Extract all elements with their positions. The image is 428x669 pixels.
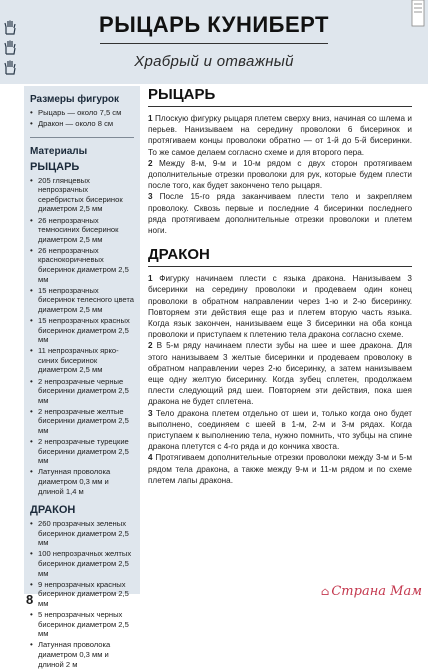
list-item: • Дракон — около 8 см — [30, 119, 134, 129]
page-subtitle: Храбрый и отважный — [134, 53, 294, 70]
knight-materials-heading: РЫЦАРЬ — [30, 160, 80, 173]
list-item: • 205 глянцевых непрозрачных серебристых бисеринок диаметром 2,5 мм — [30, 176, 134, 214]
list-item: • Латунная проволока диаметром 0,3 мм и длиной 1,4 м — [30, 467, 134, 496]
list-item: • Рыцарь — около 7,5 см — [30, 108, 134, 118]
title-divider — [100, 43, 328, 44]
list-item: • 2 непрозрачные турецкие бисеринки диаметром 2,5 мм — [30, 437, 134, 466]
list-item: • 26 непрозрачных темносиних бисеринок диаметром 2,5 мм — [30, 216, 134, 245]
step-number: 2 — [148, 158, 153, 168]
step-text: В 5-м ряду начинаем плести зубы на шее и шее дракона. Для этого нанизываем 3 желтые бисеринки и продеваем проволоку в обратном направлении через 2-ю бисеринку, а затем нанизываем еще одну желтую бисеринку. Когда зубец сплетен, продолжаем плести следующий ряд шеи. Повторяем эти действия, пока шея дракона не будет сплетена. — [148, 341, 412, 407]
materials-heading: Материалы — [30, 145, 88, 157]
section-divider — [148, 266, 412, 267]
list-item: • 260 прозрачных зеленых бисеринок диаметром 2,5 мм — [30, 519, 134, 548]
dragon-step — [148, 273, 412, 340]
watermark-hat-icon: ⌂ — [320, 585, 330, 598]
sizes-heading: Размеры фигурок — [30, 94, 120, 105]
list-item: • 5 непрозрачных черных бисеринок диаметром 2,5 мм — [30, 610, 134, 639]
watermark — [321, 584, 422, 599]
materials-sidebar — [24, 86, 140, 669]
dragon-step — [148, 340, 412, 407]
step-number: 1 — [148, 274, 153, 284]
step-text: Плоскую фигурку рыцаря плетем сверху вниз, начиная со шлема и перьев. Нанизываем на середину проволоки 6 бисеринок и протягиваем концы проволоки обратно — от 1-й до 5-й бисеринки. То же самое делаем согласно схеме и для второго пера. — [148, 114, 412, 157]
list-item: • Латунная проволока диаметром 0,3 мм и длиной 2 м — [30, 640, 134, 669]
step-text: Между 8-м, 9-м и 10-м рядом с двух сторон протягиваем дополнительные отрезки проволоки для рук, которые будем плести после того, как будет закончено тело рыцаря. — [148, 158, 412, 191]
header-band — [0, 0, 428, 84]
list-item: • 26 непрозрачных краснокоричневых бисеринок диаметром 2,5 мм — [30, 246, 134, 284]
list-item: • 2 непрозрачные желтые бисеринки диаметром 2,5 мм — [30, 407, 134, 436]
sidebar-divider — [30, 137, 134, 138]
instructions-column — [148, 86, 412, 486]
step-text: Тело дракона плетем отдельно от шеи и, только когда оно будет выполнено, соединяем с шеей в 1-м, 2-м и 3-м рядах. Когда приступаем к выполнению тела, нужно помнить, что зубцы на спине дракона плетутся с 4-го ряда и до кончика хвоста. — [148, 408, 412, 452]
step-text: Фигурку начинаем плести с языка дракона. Нанизываем 3 бисеринки на середину проволоки и продеваем один конец проволоки в обратном направлении через 1-ю и 2-ю бисеринку. Повторяем эти действия еще раз и плетем вторую часть языка. Когда язык закончен, нанизываем еще 3 бисеринки на оба конца проволоки и приступаем к плетению тела дракона согласно схеме. — [148, 274, 412, 340]
page-number: 8 — [26, 592, 34, 607]
list-item: • 2 непрозрачные черные бисеринки диаметром 2,5 мм — [30, 377, 134, 406]
knight-step — [148, 113, 412, 158]
dragon-step — [148, 452, 412, 486]
step-number: 4 — [148, 453, 153, 463]
dragon-materials-heading: ДРАКОН — [30, 504, 76, 517]
step-number: 1 — [148, 114, 153, 123]
section-divider — [148, 106, 412, 107]
list-item: • 100 непрозрачных желтых бисеринок диаметром 2,5 мм — [30, 549, 134, 578]
knight-materials-list — [30, 176, 134, 497]
step-text: После 15-го ряда заканчиваем плести тело и закрепляем проволоку. Сквозь первые и последние 4 бисеринки последнего ряда протягиваем дополнительные отрезки проволоки и плетем ноги. — [148, 192, 412, 236]
list-item: • 15 непрозрачных красных бисеринок диаметром 2,5 мм — [30, 316, 134, 345]
step-number: 2 — [148, 341, 153, 351]
step-number: 3 — [148, 192, 153, 202]
knight-step — [148, 191, 412, 236]
dragon-step — [148, 408, 412, 453]
list-item: • 9 непрозрачных красных бисеринок диаметром 2,5 мм — [30, 580, 134, 609]
sizes-list — [30, 108, 134, 129]
list-item: • 11 непрозрачных ярко-синих бисеринок диаметром 2,5 мм — [30, 346, 134, 375]
dragon-section-title: ДРАКОН — [148, 246, 210, 264]
dragon-materials-list — [30, 519, 134, 669]
knight-step — [148, 158, 412, 192]
knight-section-title: РЫЦАРЬ — [148, 86, 216, 103]
watermark-text: Страна Мам — [331, 584, 422, 599]
step-text: Протягиваем дополнительные отрезки проволоки между 3-м и 5-м рядом тела дракона, а также между 9-м и 11-м рядом и по схеме плетем лапы дракона. — [148, 453, 413, 485]
step-number: 3 — [148, 408, 153, 418]
page-title: РЫЦАРЬ КУНИБЕРТ — [99, 12, 329, 37]
list-item: • 15 непрозрачных бисеринок телесного цвета диаметром 2,5 мм — [30, 286, 134, 315]
